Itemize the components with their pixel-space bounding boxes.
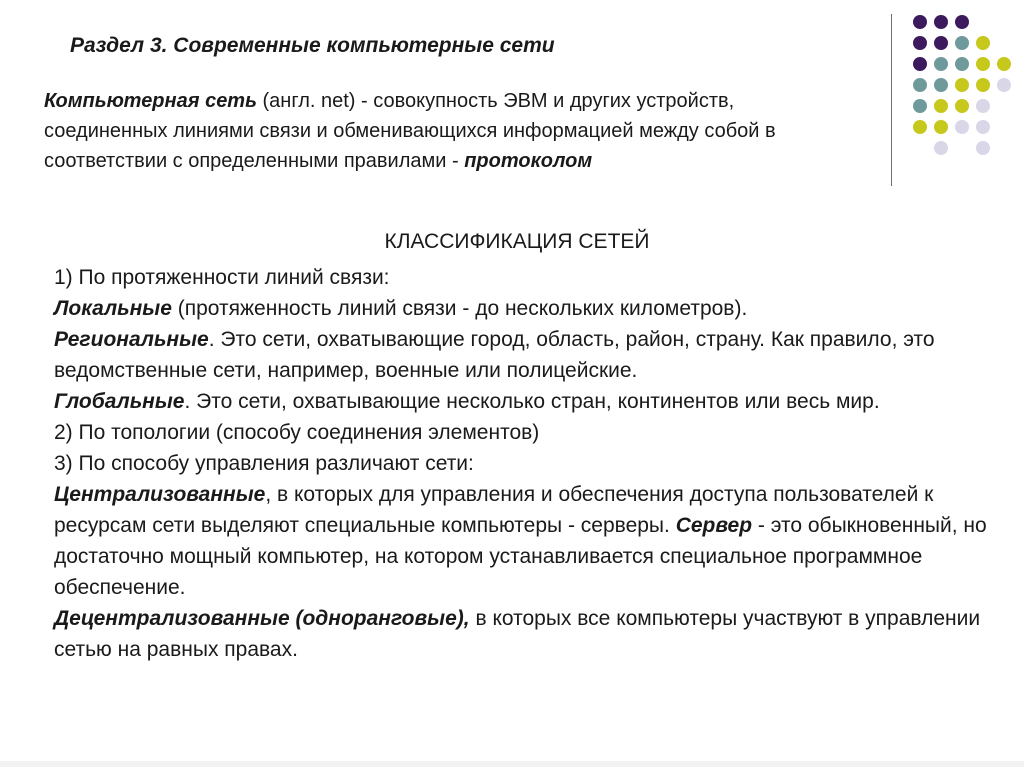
- definition-term-protocol: протоколом: [464, 150, 593, 172]
- decorative-dot: [976, 99, 990, 113]
- decorative-dot: [913, 120, 927, 134]
- decorative-dot: [976, 120, 990, 134]
- decorative-dot: [934, 120, 948, 134]
- decentralized-text: в которых все компьютеры участвуют в управлении сетью на равных правах.: [54, 607, 981, 661]
- decorative-dot: [955, 120, 969, 134]
- decentralized-networks: [54, 603, 994, 665]
- regional-term: Региональные: [54, 328, 209, 351]
- decorative-dot: [955, 78, 969, 92]
- regional-text: . Это сети, охватывающие город, область, район, страну. Как правило, это ведомственные сети, например, военные или полицейские.: [54, 328, 935, 382]
- local-networks: [54, 293, 994, 324]
- regional-networks: [54, 324, 994, 386]
- decorative-dot: [934, 141, 948, 155]
- vertical-divider: [891, 14, 892, 186]
- centralized-text: , в которых для управления и обеспечения доступа пользователей к ресурсам сети выделяют специальные компьютеры - серверы.: [54, 483, 934, 537]
- decorative-dot: [997, 78, 1011, 92]
- local-term: Локальные: [54, 297, 172, 320]
- decorative-dot: [913, 99, 927, 113]
- decorative-dot: [976, 141, 990, 155]
- global-networks: [54, 386, 994, 417]
- decorative-dot: [955, 36, 969, 50]
- local-text: (протяженность линий связи - до нескольких километров).: [171, 297, 748, 320]
- definition-paragraph: [44, 86, 844, 176]
- decorative-dot: [934, 36, 948, 50]
- decorative-dot: [955, 15, 969, 29]
- global-text: . Это сети, охватывающие несколько стран, континентов или весь мир.: [184, 390, 880, 413]
- decorative-dot: [913, 57, 927, 71]
- decorative-dot: [934, 78, 948, 92]
- classification-title: КЛАССИФИКАЦИЯ СЕТЕЙ: [384, 230, 650, 253]
- classification-item-2: 2) По топологии (способу соединения элементов): [54, 421, 540, 444]
- classification-body: [54, 262, 994, 665]
- decorative-dot: [934, 15, 948, 29]
- global-term: Глобальные: [54, 390, 185, 413]
- section-title: Раздел 3. Современные компьютерные сети: [70, 34, 555, 57]
- decorative-dot: [976, 78, 990, 92]
- server-term: Сервер: [675, 514, 753, 537]
- decorative-dot: [955, 99, 969, 113]
- decorative-dot: [955, 57, 969, 71]
- decentralized-term: Децентрализованные (одноранговые),: [54, 607, 470, 630]
- centralized-networks: [54, 479, 994, 603]
- definition-text: (англ. net) - совокупность ЭВМ и других устройств, соединенных линиями связи и обменивающихся информацией между собой в соответствии с определенными правилами -: [44, 90, 776, 172]
- decorative-dot: [934, 57, 948, 71]
- classification-item-1: 1) По протяженности линий связи:: [54, 266, 390, 289]
- decorative-dot: [934, 99, 948, 113]
- classification-item-3: 3) По способу управления различают сети:: [54, 452, 474, 475]
- decorative-dot: [913, 36, 927, 50]
- decorative-dot: [913, 15, 927, 29]
- decorative-dot: [913, 78, 927, 92]
- decorative-dot: [976, 36, 990, 50]
- centralized-term: Централизованные: [54, 483, 266, 506]
- definition-term: Компьютерная сеть: [44, 90, 257, 112]
- decorative-dot: [976, 57, 990, 71]
- bottom-border: [0, 761, 1024, 767]
- server-text: - это обыкновенный, но достаточно мощный компьютер, на котором устанавливается специальное программное обеспечение.: [54, 514, 987, 599]
- decorative-dot: [997, 57, 1011, 71]
